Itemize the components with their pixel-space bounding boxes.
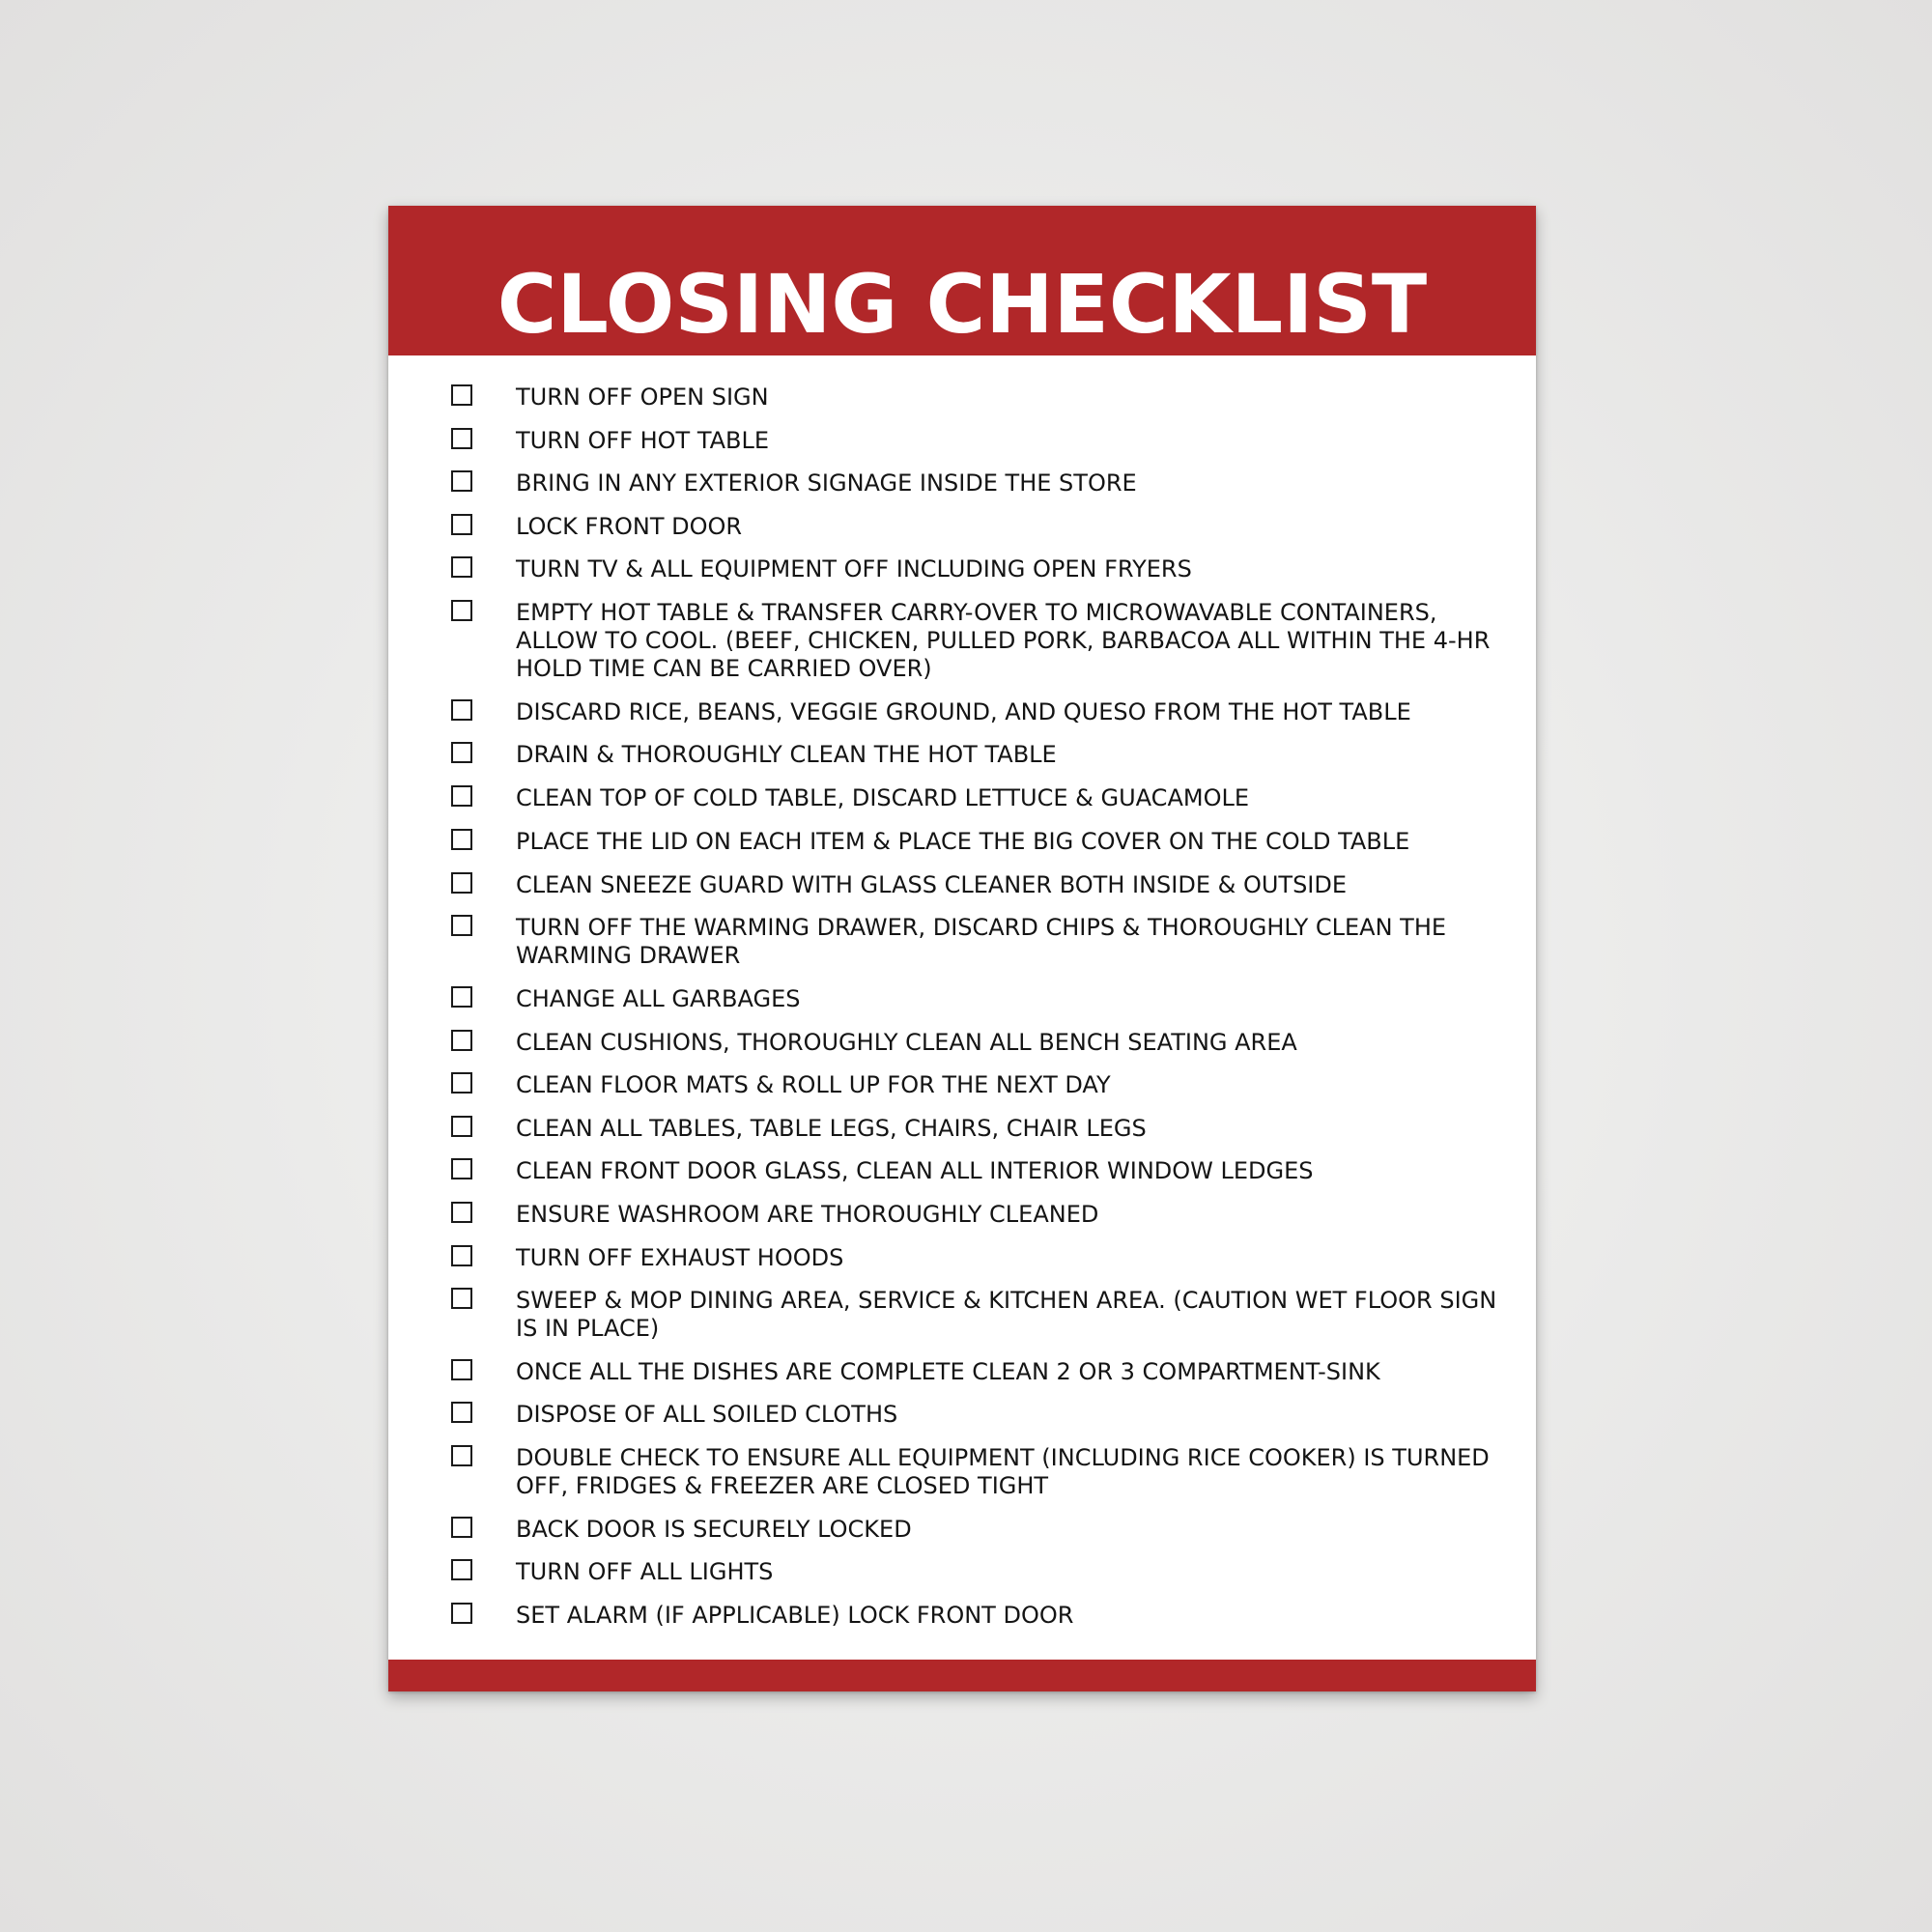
checklist-item-label: TURN OFF ALL LIGHTS	[516, 1558, 774, 1585]
checklist-item-label: DISCARD RICE, BEANS, VEGGIE GROUND, AND QUESO FROM THE HOT TABLE	[516, 698, 1411, 725]
footer-band	[388, 1660, 1536, 1691]
checkbox[interactable]	[451, 1158, 472, 1179]
checklist-item-label: TURN OFF OPEN SIGN	[516, 384, 769, 411]
checkbox[interactable]	[451, 986, 472, 1008]
checklist-item-label: CLEAN TOP OF COLD TABLE, DISCARD LETTUCE & GUACAMOLE	[516, 784, 1249, 811]
checklist-item-label: TURN OFF EXHAUST HOODS	[516, 1244, 844, 1271]
checklist-item-label: EMPTY HOT TABLE & TRANSFER CARRY-OVER TO MICROWAVABLE CONTAINERS, ALLOW TO COOL. (BEEF, CHICKEN, PULLED PORK, BARBACOA ALL WITHIN THE 4-HR HOLD TIME CAN BE CARRIED OVER)	[516, 599, 1491, 682]
checkbox[interactable]	[451, 785, 472, 807]
checklist-item-label: BACK DOOR IS SECURELY LOCKED	[516, 1516, 912, 1543]
checklist-item-label: SET ALARM (IF APPLICABLE) LOCK FRONT DOOR	[516, 1602, 1074, 1629]
checklist-item-label: SWEEP & MOP DINING AREA, SERVICE & KITCHEN AREA. (CAUTION WET FLOOR SIGN IS IN PLACE)	[516, 1287, 1497, 1342]
checkbox[interactable]	[451, 1402, 472, 1423]
checklist-sheet	[388, 206, 1536, 1691]
checklist-item-label: PLACE THE LID ON EACH ITEM & PLACE THE BIG COVER ON THE COLD TABLE	[516, 828, 1410, 855]
checklist-item-label: CHANGE ALL GARBAGES	[516, 985, 801, 1012]
checkbox[interactable]	[451, 1245, 472, 1266]
checkbox[interactable]	[451, 1202, 472, 1223]
checklist-item-label: BRING IN ANY EXTERIOR SIGNAGE INSIDE THE STORE	[516, 469, 1137, 497]
checklist-item-label: CLEAN ALL TABLES, TABLE LEGS, CHAIRS, CHAIR LEGS	[516, 1115, 1147, 1142]
checkbox[interactable]	[451, 556, 472, 578]
checklist	[388, 206, 1536, 1691]
checkbox[interactable]	[451, 1030, 472, 1051]
checkbox[interactable]	[451, 1288, 472, 1309]
checkbox[interactable]	[451, 1359, 472, 1380]
page-title: CLOSING CHECKLIST	[497, 257, 1428, 352]
checkbox[interactable]	[451, 470, 472, 492]
checklist-item-label: CLEAN SNEEZE GUARD WITH GLASS CLEANER BOTH INSIDE & OUTSIDE	[516, 871, 1348, 898]
checklist-item-label: DOUBLE CHECK TO ENSURE ALL EQUIPMENT (INCLUDING RICE COOKER) IS TURNED OFF, FRIDGES & FREEZER ARE CLOSED TIGHT	[516, 1444, 1490, 1499]
checklist-item-label: DRAIN & THOROUGHLY CLEAN THE HOT TABLE	[516, 741, 1057, 768]
checkbox[interactable]	[451, 742, 472, 763]
checkbox[interactable]	[451, 384, 472, 406]
checklist-item-label: CLEAN FRONT DOOR GLASS, CLEAN ALL INTERIOR WINDOW LEDGES	[516, 1157, 1314, 1184]
checkbox[interactable]	[451, 428, 472, 449]
checkbox[interactable]	[451, 1517, 472, 1538]
checkbox[interactable]	[451, 699, 472, 721]
checkbox[interactable]	[451, 872, 472, 894]
checkbox[interactable]	[451, 1559, 472, 1580]
checkbox[interactable]	[451, 1603, 472, 1624]
checklist-item-label: CLEAN FLOOR MATS & ROLL UP FOR THE NEXT DAY	[516, 1071, 1111, 1098]
checklist-item-label: CLEAN CUSHIONS, THOROUGHLY CLEAN ALL BENCH SEATING AREA	[516, 1029, 1297, 1056]
checkbox[interactable]	[451, 915, 472, 936]
checkbox[interactable]	[451, 829, 472, 850]
checkbox[interactable]	[451, 1072, 472, 1094]
checklist-item-label: LOCK FRONT DOOR	[516, 513, 743, 540]
checkbox[interactable]	[451, 1116, 472, 1137]
checklist-item-label: ENSURE WASHROOM ARE THOROUGHLY CLEANED	[516, 1201, 1099, 1228]
checkbox[interactable]	[451, 514, 472, 535]
checkbox[interactable]	[451, 1445, 472, 1466]
checklist-item-label: TURN TV & ALL EQUIPMENT OFF INCLUDING OPEN FRYERS	[516, 555, 1192, 582]
checklist-item-label: TURN OFF THE WARMING DRAWER, DISCARD CHIPS & THOROUGHLY CLEAN THE WARMING DRAWER	[516, 914, 1447, 969]
checkbox[interactable]	[451, 600, 472, 621]
checklist-item-label: DISPOSE OF ALL SOILED CLOTHS	[516, 1401, 898, 1428]
checklist-item-label: TURN OFF HOT TABLE	[516, 427, 770, 454]
checklist-item-label: ONCE ALL THE DISHES ARE COMPLETE CLEAN 2 OR 3 COMPARTMENT-SINK	[516, 1358, 1380, 1385]
